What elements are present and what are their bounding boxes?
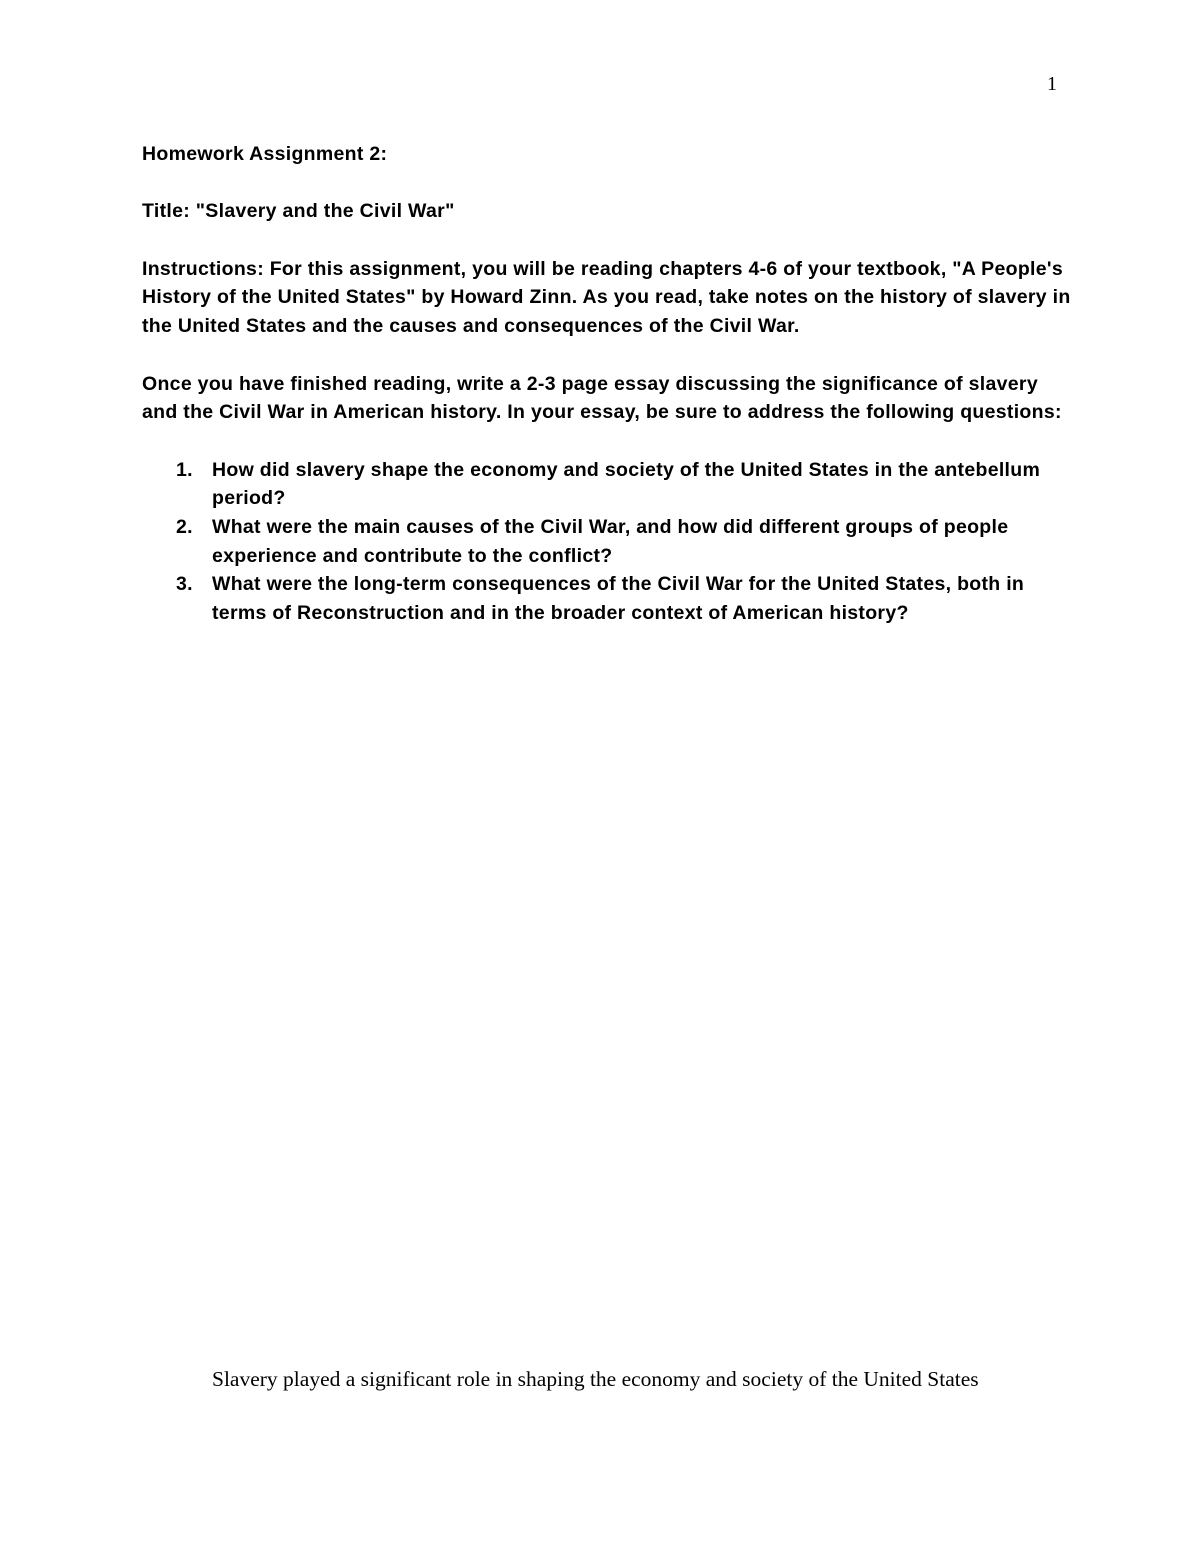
question-text: What were the long-term consequences of the Civil War for the United States, both in terms of Reconstruction and in the broader context of American history?: [212, 573, 1025, 625]
question-number: 3.: [176, 573, 193, 596]
question-number: 1.: [176, 458, 193, 481]
assignment-content: [142, 140, 1072, 628]
list-item: [142, 513, 1072, 570]
essay-prompt: Once you have finished reading, write a 2-3 page essay discussing the significance of slavery and the Civil War in American history. In your essay, be sure to address the following questions:: [142, 372, 1062, 424]
page-number: 1: [1047, 73, 1057, 95]
question-text: How did slavery shape the economy and society of the United States in the antebellum period?: [212, 458, 1041, 510]
question-list: [142, 456, 1072, 628]
assignment-instructions: Instructions: For this assignment, you will be reading chapters 4-6 of your textbook, "A People's History of the United States" by Howard Zinn. As you read, take notes on the history of slavery in the United States and the causes and consequences of the Civil War.: [142, 257, 1071, 338]
question-text: What were the main causes of the Civil War, and how did different groups of people experience and contribute to the conflict?: [212, 516, 1009, 567]
list-item: [142, 456, 1072, 513]
list-item: [142, 570, 1072, 627]
assignment-title: Title: "Slavery and the Civil War": [142, 200, 455, 223]
assignment-heading: Homework Assignment 2:: [142, 143, 388, 165]
question-number: 2.: [176, 516, 193, 539]
essay-body-text: Slavery played a significant role in shaping the economy and society of the United States: [212, 1367, 979, 1391]
